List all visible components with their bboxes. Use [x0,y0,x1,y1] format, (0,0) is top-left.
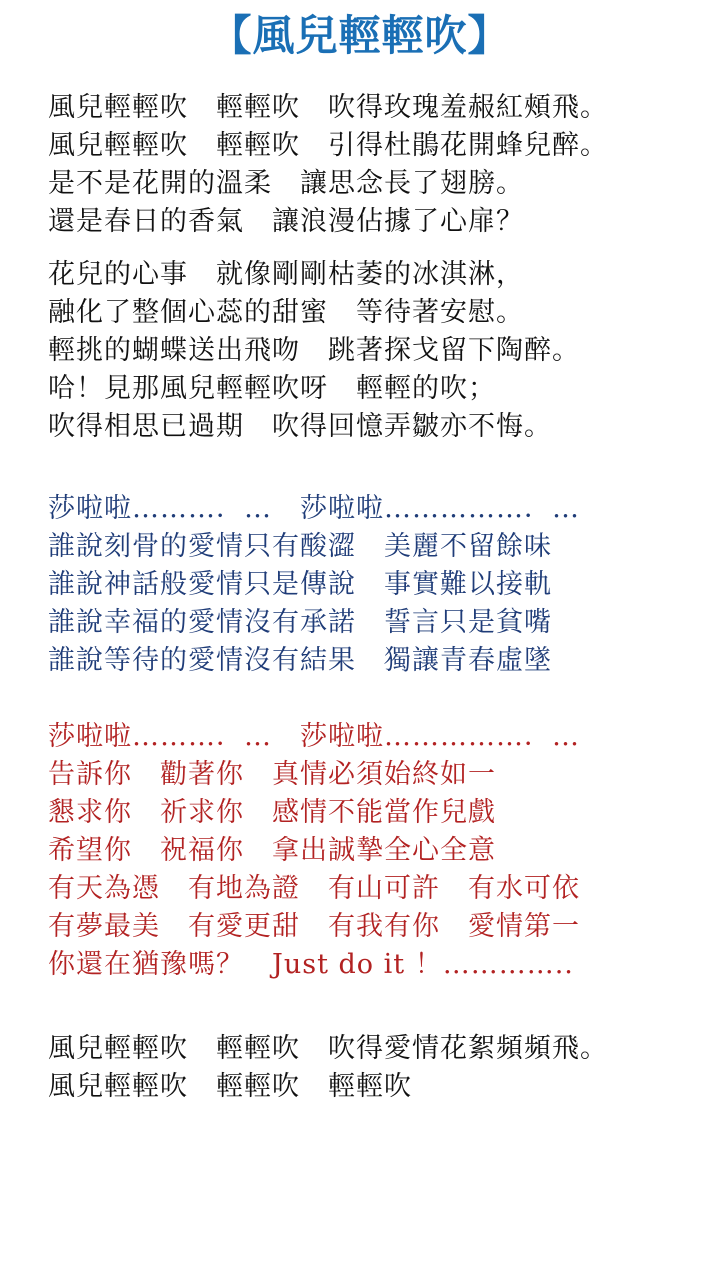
lyric-line: 有天為憑 有地為證 有山可許 有水可依 [48,873,580,904]
lyric-line: 吹得相思已過期 吹得回憶弄皺亦不悔。 [48,411,552,442]
lyric-line: 風兒輕輕吹 輕輕吹 引得杜鵑花開蜂兒醉。 [48,130,608,161]
lyric-line: 是不是花開的溫柔 讓思念長了翅膀。 [48,168,524,199]
lyric-line: 告訴你 勸著你 真情必須始終如一 [48,759,496,790]
lyric-line: 還是春日的香氣 讓浪漫佔據了心扉？ [48,206,524,237]
lyric-line: 誰說刻骨的愛情只有酸澀 美麗不留餘味 [48,531,552,562]
lyric-line: 懇求你 祈求你 感情不能當作兒戲 [48,797,496,828]
lyric-line: 莎啦啦………．… 莎啦啦……………．… [48,721,580,752]
lyric-line: 莎啦啦………．… 莎啦啦……………．… [48,493,580,524]
stanza-2 [48,256,698,446]
lyric-line: 誰說神話般愛情只是傳說 事實難以接軌 [48,569,552,600]
lyric-line: 風兒輕輕吹 輕輕吹 吹得玫瑰羞赧紅頰飛。 [48,92,608,123]
lyric-line: 融化了整個心蕊的甜蜜 等待著安慰。 [48,297,524,328]
stanza-4 [48,718,698,984]
lyric-line: 輕挑的蝴蝶送出飛吻 跳著探戈留下陶醉。 [48,335,580,366]
lyric-line: 誰說幸福的愛情沒有承諾 誓言只是貧嘴 [48,607,552,638]
lyric-line: 希望你 祝福你 拿出誠摯全心全意 [48,835,496,866]
lyric-line: 有夢最美 有愛更甜 有我有你 愛情第一 [48,911,580,942]
lyric-line: 風兒輕輕吹 輕輕吹 輕輕吹 [48,1071,412,1102]
stanza-5 [48,1030,698,1106]
page-title: 【風兒輕輕吹】 [209,11,511,60]
lyric-line: 花兒的心事 就像剛剛枯萎的冰淇淋， [48,259,524,290]
stanza-3 [48,490,698,680]
stanza-1 [48,89,698,241]
lyric-line: 誰說等待的愛情沒有結果 獨讓青春虛墜 [48,645,552,676]
lyric-line: 風兒輕輕吹 輕輕吹 吹得愛情花絮頻頻飛。 [48,1033,608,1064]
lyric-line: 你還在猶豫嗎？ Just do it ！………….. [48,949,574,980]
lyric-line: 哈！見那風兒輕輕吹呀 輕輕的吹； [48,373,496,404]
